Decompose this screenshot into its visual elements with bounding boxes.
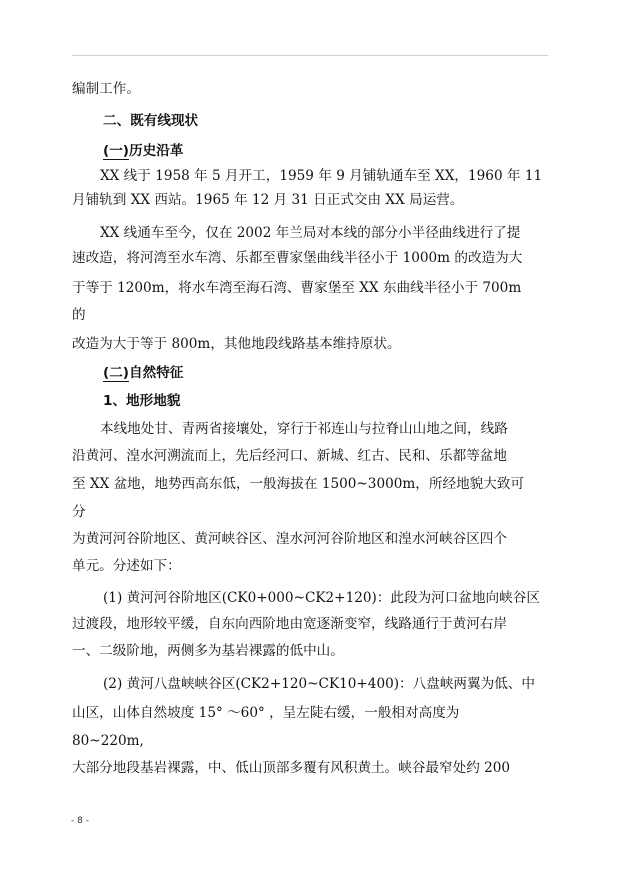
text-line: (1) 黄河河谷阶地区(CK0+000~CK2+120)：此段为河口盆地向峡谷区 [103,590,540,606]
text-line: 至 XX 盆地，地势西高东低，一般海拔在 1500~3000m，所经地貌大致可 [72,476,525,492]
text-line: 一、二级阶地，两侧多为基岩裸露的低中山。 [72,643,344,659]
subsection-heading: 1、地形地貌 [103,393,181,409]
text-line: 本线地处甘、青两省接壤处，穿行于祁连山与拉脊山山地之间，线路 [100,421,508,437]
text-line: (2) 黄河八盘峡峡谷区(CK2+120~CK10+400)：八盘峡两翼为低、中 [103,676,535,692]
text-line: 大部分地段基岩裸露，中、低山顶部多覆有风积黄土。峡谷最窄处约 200 [72,760,511,776]
text-line: XX 线于 1958 年 5 月开工，1959 年 9 月铺轨通车至 XX，1960 年 11 [100,168,543,184]
text-line: 于等于 1200m，将水车湾至海石湾、曹家堡至 XX 东曲线半径小于 700m [72,280,522,296]
section-heading: 二、既有线现状 [103,113,199,129]
subsection-title: 自然特征 [129,365,184,381]
text-line: 80~220m, [72,733,144,749]
page-number: - 8 - [71,816,89,826]
subsection-prefix: (二) [103,365,130,381]
text-line: XX 线通车至今，仅在 2002 年兰局对本线的部分小半径曲线进行了提 [100,225,521,241]
text-line: 月铺轨到 XX 西站。1965 年 12 月 31 日正式交由 XX 局运营。 [72,192,464,208]
text-line: 单元。分述如下： [72,558,181,574]
subsection-prefix: (一) [103,143,130,159]
subsection-title: 历史沿革 [129,143,184,159]
text-line: 编制工作。 [72,81,140,97]
subsection-heading [103,363,183,383]
text-line: 分 [72,504,86,520]
text-line: 的 [72,307,86,323]
subsection-heading [103,141,183,161]
header-rule [72,55,548,56]
text-line: 过渡段，地形较平缓，自东向西阶地由宽逐渐变窄，线路通行于黄河右岸 [72,616,507,632]
text-line: 山区，山体自然坡度 15° ～60° ，呈左陡右缓，一般相对高度为 [72,705,460,721]
text-line: 为黄河河谷阶地区、黄河峡谷区、湟水河河谷阶地区和湟水河峡谷区四个 [72,531,507,547]
text-line: 速改造，将河湾至水车湾、乐都至曹家堡曲线半径小于 1000m 的改造为大 [72,250,523,266]
text-line: 改造为大于等于 800m，其他地段线路基本维持原状。 [72,336,401,352]
text-line: 沿黄河、湟水河溯流而上，先后经河口、新城、红古、民和、乐都等盆地 [72,448,507,464]
